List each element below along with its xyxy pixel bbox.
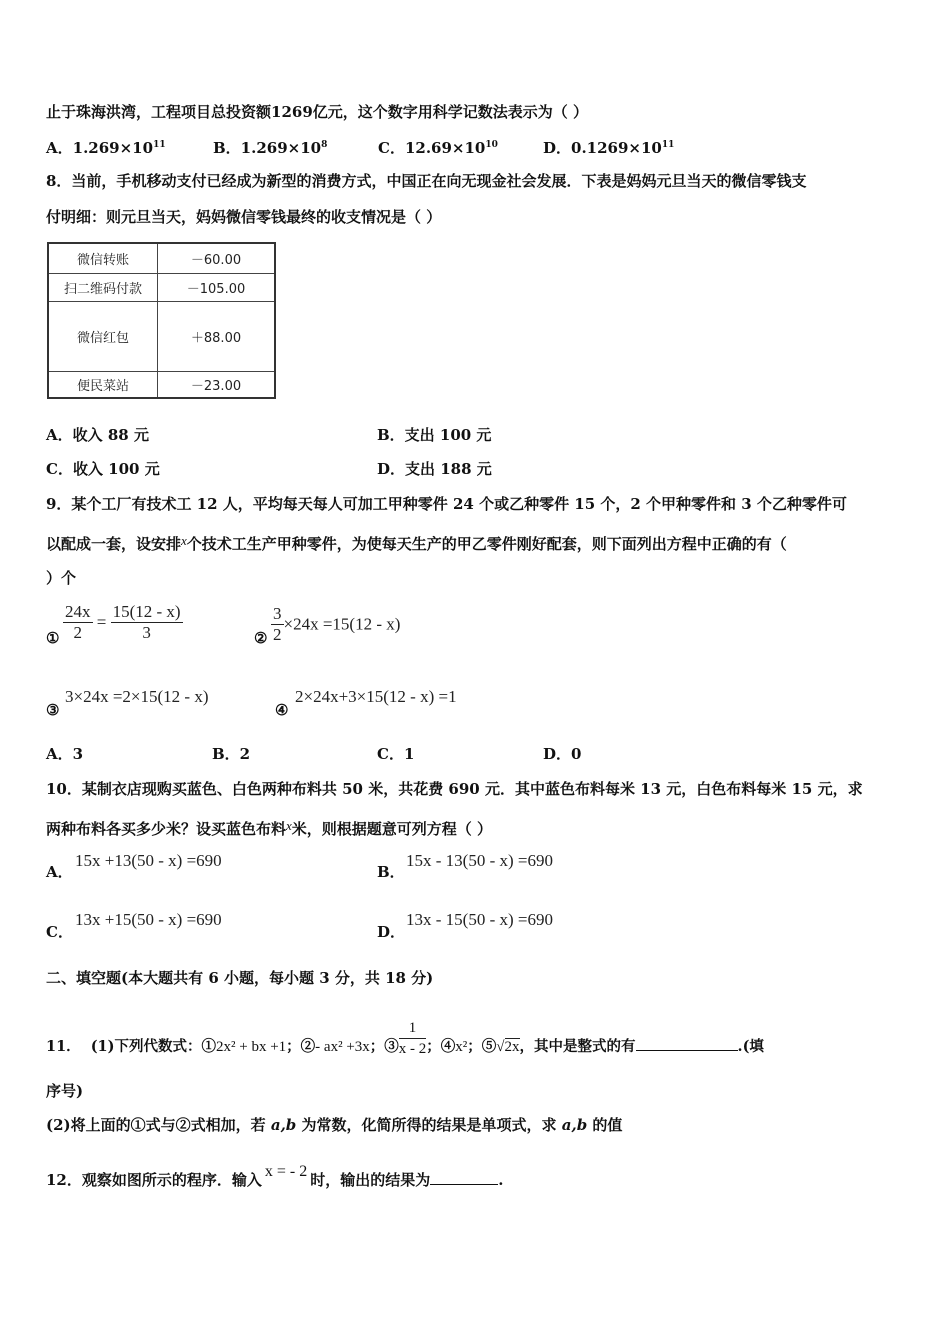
q10-option-a-equation[interactable]: 15x +13(50 - x) =690 xyxy=(75,851,222,870)
q9-stem-line3: ）个 xyxy=(46,569,77,587)
q7-option-b[interactable]: B．$1.269\times 10^8$ xyxy=(213,139,328,157)
q11-expr4: x² xyxy=(455,1039,468,1055)
q9-eq3[interactable]: 3×24x =2×15(12 - x) xyxy=(65,687,209,706)
q9-eq3-mark: ③ xyxy=(46,701,60,719)
q10-option-c-equation[interactable]: 13x +15(50 - x) =690 xyxy=(75,910,222,929)
q9-eq4-mark: ④ xyxy=(275,701,289,719)
q10-stem-line2: 两种布料各买多少米？设买蓝色布料x米，则根据题意可列方程（ ） xyxy=(46,818,493,838)
q12-line: 12．观察如图所示的程序．输入 x = - 2 时，输出的结果为 . xyxy=(46,1163,504,1189)
q7-option-a[interactable]: A．$1.269\times 10^{11}$ xyxy=(46,139,166,157)
q8-option-a[interactable]: A．收入 88 元 xyxy=(46,426,149,444)
q9-option-d[interactable]: D．0 xyxy=(543,745,582,763)
q11-answer-blank[interactable] xyxy=(636,1036,738,1051)
table-row xyxy=(48,301,275,371)
table-cell-amount: －105.00 xyxy=(158,273,276,301)
table-cell-amount: ＋88.00 xyxy=(158,301,276,371)
q11-part2: (2)将上面的①式与②式相加，若 a,b 为常数，化简所得的结果是单项式，求 a,b 的值 xyxy=(46,1116,623,1134)
q11-expr5: √2x xyxy=(496,1039,520,1055)
q9-eq2-mark: ② xyxy=(254,629,268,647)
q10-stem-line1: 10．某制衣店现购买蓝色、白色两种布料共 50 米，共花费 690 元．其中蓝色布料每米 13 元，白色布料每米 15 元，求 xyxy=(46,780,863,798)
q9-option-c[interactable]: C．1 xyxy=(377,745,415,763)
q11-line1: 11． (1)下列代数式：①2x² + bx +1；②- ax² +3x；③ $\frac{1}{x - 2}$ ；④x²；⑤√2x，其中是整式的有 .(填 xyxy=(46,1020,764,1057)
q10-option-d-equation[interactable]: 13x - 15(50 - x) =690 xyxy=(406,910,553,929)
table-row xyxy=(48,273,275,301)
q8-option-c[interactable]: C．收入 100 元 xyxy=(46,460,160,478)
q8-stem-line1: 8．当前，手机移动支付已经成为新型的消费方式，中国正在向无现金社会发展．下表是妈妈元旦当天的微信零钱支 xyxy=(46,172,807,190)
q9-eq1-mark: ① xyxy=(46,629,60,647)
q7-option-c[interactable]: C．$12.69\times 10^{10}$ xyxy=(378,139,498,157)
q12-answer-blank[interactable] xyxy=(430,1170,498,1185)
q11-expr2: - ax² +3x xyxy=(315,1039,370,1055)
q9-stem-line2: 以配成一套，设安排x个技术工生产甲种零件，为使每天生产的甲乙零件刚好配套，则下面列出方程中正确的有（ xyxy=(46,533,787,553)
table-cell-item: 便民菜站 xyxy=(48,371,158,398)
q10-option-a-label[interactable]: A． xyxy=(46,863,73,881)
q10-option-d-label[interactable]: D． xyxy=(377,923,406,941)
q7-stem: 止于珠海洪湾，工程项目总投资额1269亿元，这个数字用科学记数法表示为（ ） xyxy=(46,103,588,121)
q9-eq1[interactable]: $\frac{24x}{2}$ = $\frac{15(12 - x)}{3}$ xyxy=(65,602,181,642)
section-heading-fill-in: 二、填空题(本大题共有 6 小题，每小题 3 分，共 18 分) xyxy=(46,969,434,987)
table-cell-item: 微信红包 xyxy=(48,301,158,371)
q11-expr3: $\frac{1}{x - 2}$ xyxy=(398,1020,427,1057)
table-cell-item: 扫二维码付款 xyxy=(48,273,158,301)
q7-option-d[interactable]: D．$0.1269\times 10^{11}$ xyxy=(543,139,675,157)
table-row xyxy=(48,243,275,273)
q9-eq2[interactable]: $\frac{3}{2}$ ×24x =15(12 - x) xyxy=(273,604,401,644)
table-cell-amount: －23.00 xyxy=(158,371,276,398)
table-cell-amount: －60.00 xyxy=(158,243,276,273)
table-cell-item: 微信转账 xyxy=(48,243,158,273)
q9-stem-line1: 9．某个工厂有技术工 12 人，平均每天每人可加工甲种零件 24 个或乙种零件 15 个，2 个甲种零件和 3 个乙种零件可 xyxy=(46,495,847,513)
q12-input-equation: x = - 2 xyxy=(264,1163,308,1180)
q10-option-c-label[interactable]: C． xyxy=(46,923,73,941)
q11-line2: 序号) xyxy=(46,1082,84,1100)
q9-option-b[interactable]: B．2 xyxy=(212,745,251,763)
q9-option-a[interactable]: A．3 xyxy=(46,745,84,763)
q8-option-d[interactable]: D．支出 188 元 xyxy=(377,460,492,478)
wechat-transaction-table xyxy=(47,242,276,399)
q11-expr1: 2x² + bx +1 xyxy=(216,1039,287,1055)
q8-option-b[interactable]: B．支出 100 元 xyxy=(377,426,492,444)
q8-stem-line2: 付明细：则元旦当天，妈妈微信零钱最终的收支情况是（ ） xyxy=(46,208,442,226)
q9-eq4[interactable]: 2×24x+3×15(12 - x) =1 xyxy=(295,687,457,706)
q10-option-b-equation[interactable]: 15x - 13(50 - x) =690 xyxy=(406,851,553,870)
table-row xyxy=(48,371,275,398)
q10-option-b-label[interactable]: B． xyxy=(377,863,405,881)
